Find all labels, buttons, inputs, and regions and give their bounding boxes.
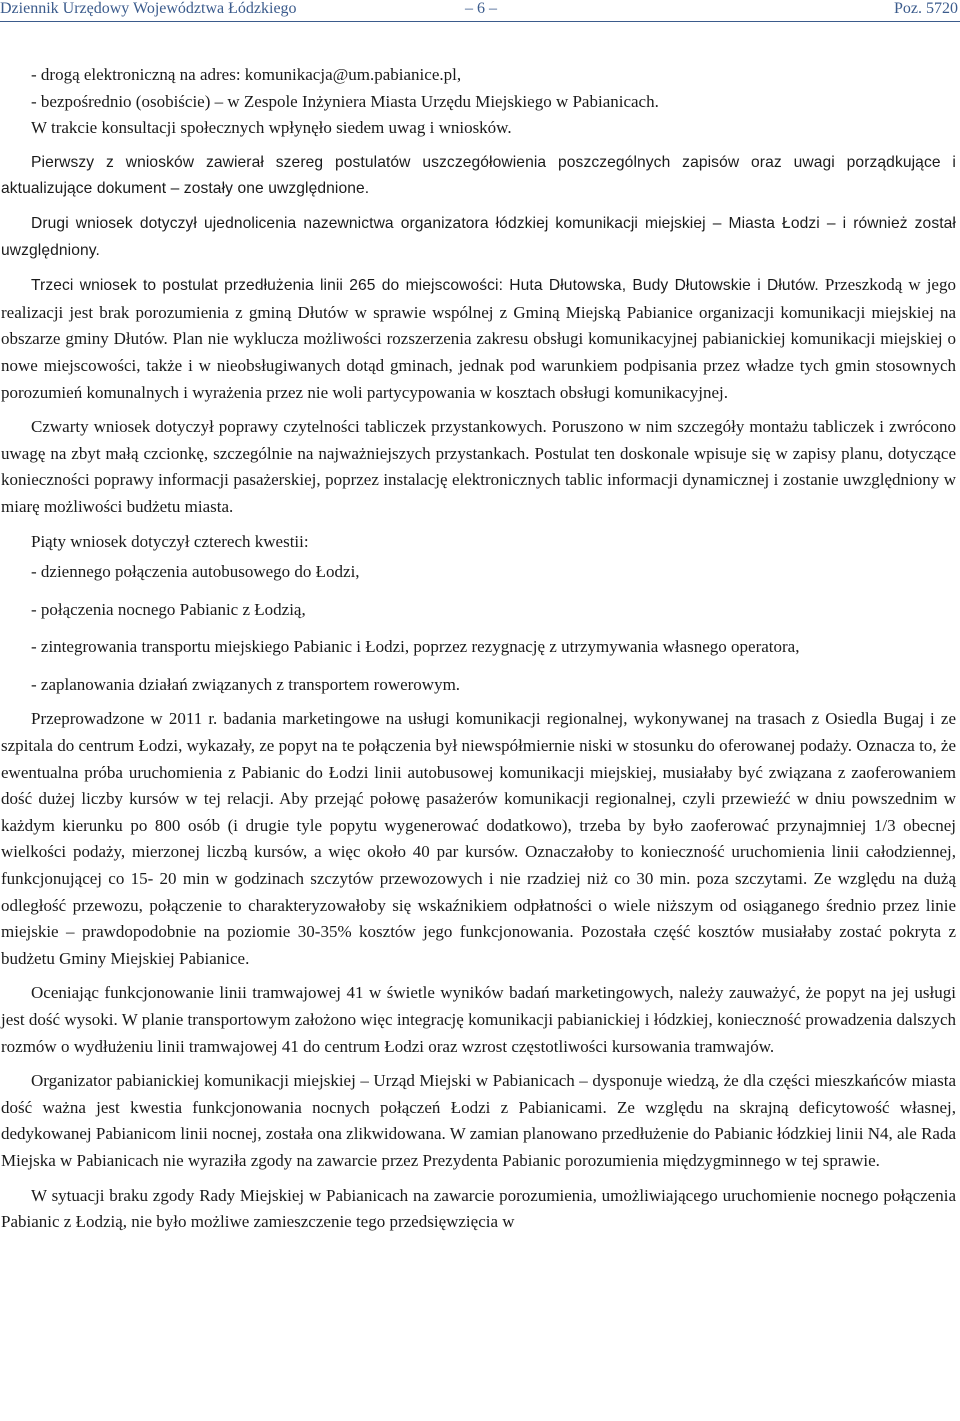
paragraph-fourth-proposal: Czwarty wniosek dotyczył poprawy czytelności tabliczek przystankowych. Poruszono w nim szczegóły montażu tabliczek i zwrócono uwagę na zbyt małą czcionkę, szczególnie na najważniejszych przystankach. Postulat ten doskonale wpisuje się w zapisy planu, dotyczące konieczności poprawy informacji pasażerskiej, poprzez instalację elektronicznych tablic informacji dynamicznej i zostanie uwzględniony w miarę możliwości budżetu miasta. [1, 417, 956, 516]
paragraph-second-proposal: Drugi wniosek dotyczył ujednolicenia nazewnictwa organizatora łódzkiej komunikacji miejskiej – Miasta Łodzi – i również został uwzględniony. [1, 214, 956, 259]
document-body [1, 62, 956, 1236]
paragraph-tram-line-41: Oceniając funkcjonowanie linii tramwajowej 41 w świetle wyników badań marketingowych, należy zauważyć, że popyt na jej usługi jest dość wysoki. W planie transportowym założono więc integrację komunikacji pabianickiej i łódzkiej, konieczność prowadzenia dalszych rozmów o wydłużeniu linii tramwajowej 41 do centrum Łodzi oraz wzrost częstotliwości kursowania tramwajów. [1, 983, 956, 1056]
paragraph-email-channel: - drogą elektroniczną na adres: komunikacja@um.pabianice.pl, [31, 65, 462, 84]
paragraph-fifth-proposal: Piąty wniosek dotyczył czterech kwestii: [31, 531, 309, 551]
list-item: - zaplanowania działań związanych z transportem rowerowym. [31, 674, 461, 694]
paragraph-night-connections: Organizator pabianickiej komunikacji miejskiej – Urząd Miejski w Pabianicach – dysponuje wiedzą, że dla części mieszkańców miasta dość ważna jest kwestia funkcjonowania nocnych połączeń Łodzi z Pabianicami. Ze względu na skrajną deficytowość własnej, dedykowanej Pabianicom linii nocnej, została ona zlikwidowana. W zamian planowano przedłużenie do Pabianic łódzkiej linii N4, ale Rada Miejska w Pabianicach nie wyraziła zgody na zawarcie przez Prezydenta Pabianic porozumienia międzygminnego w tej sprawie. [1, 1071, 956, 1170]
list-item: - dziennego połączenia autobusowego do Łodzi, [31, 562, 360, 582]
paragraph-third-proposal [1, 272, 956, 406]
paragraph-in-person-channel: - bezpośrednio (osobiście) – w Zespole Inżyniera Miasta Urzędu Miejskiego w Pabianicach. [31, 91, 659, 111]
page-header [0, 0, 960, 20]
third-proposal-lead: Trzeci wniosek to postulat przedłużenia linii 265 do miejscowości: Huta Dłutowska, Budy Dłutowskie i Dłutów. [31, 277, 819, 295]
paragraph-agreement-status: W sytuacji braku zgody Rady Miejskiej w Pabianicach na zawarcie porozumienia, umożliwiającego uruchomienie nocnego połączenia Pabianic z Łodzią, nie było możliwe zamieszczenie tego przedsięwzięcia w [1, 1185, 956, 1232]
paragraph-consultation-summary: W trakcie konsultacji społecznych wpłynęło siedem uwag i wniosków. [31, 118, 512, 138]
paragraph-marketing-research: Przeprowadzone w 2011 r. badania marketingowe na usługi komunikacji regionalnej, wykonywanej na trasach z Osiedla Bugaj i ze szpitala do centrum Łodzi, wykazały, ze popyt na te połączenia był niewspółmiernie niski w stosunku do oferowanej podaży. Oznacza to, że ewentualna próba uruchomienia z Pabianic do Łodzi linii autobusowej komunikacji miejskiej, musiałaby być związana z zaoferowaniem dość dużej liczby kursów w tej relacji. Aby przejąć połowę pasażerów komunikacji regionalnej, czyli przewieźć w dniu powszednim w każdym kierunku po 800 osób (i drugie tyle popytu wygenerować dodatkowo), trzeba by było zaoferować przynajmniej 1/3 obecnej wielkości podaży, mierzonej liczbą kursów, a więc około 40 par kursów. Oznaczałoby to konieczność uruchomienia linii całodziennej, funkcjonującej co 15- 20 min w godzinach szczytów przewozowych i nie rzadziej niż co 30 min. poza szczytami. Ze względu na dużą odległość przewozu, połączenie to charakteryzowałoby się wskaźnikiem odpłatności o wiele niższym od osiąganego średnio przez linie miejskie – prawdopodobnie na poziomie 30-35% kosztów jego funkcjonowania. Pozostała część kosztów musiałaby zostać pokryta z budżetu Gminy Miejskiej Pabianice. [1, 709, 956, 968]
paragraph-first-proposal: Pierwszy z wniosków zawierał szereg postulatów uszczegółowienia poszczególnych zapisów oraz uwagi porządkujące i aktualizujące dokument – zostały one uwzględnione. [1, 153, 956, 198]
list-item: - zintegrowania transportu miejskiego Pabianic i Łodzi, poprzez rezygnację z utrzymywania własnego operatora, [31, 637, 800, 657]
position-number: Poz. 5720 [894, 0, 958, 17]
header-divider [0, 21, 960, 22]
page-number: – 6 – [465, 0, 497, 17]
third-proposal-body: Przeszkodą w jego realizacji jest brak porozumienia z gminą Dłutów w sprawie wspólnej z Gminą Miejską Pabianice organizacji komunikacji miejskiej na obszarze gminy Dłutów. Plan nie wyklucza możliwości rozszerzenia zakresu obsługi komunikacyjnej pabianickiej komunikacji miejskiej o nowe miejscowości, także i w nieobsługiwanych dotąd gminach, jednak pod warunkiem podpisania przez władze tych gmin stosownych porozumień komunalnych i wyrażenia przez nie woli partycypowania w kosztach obsługi komunikacyjnej. [1, 275, 956, 402]
journal-title: Dziennik Urzędowy Województwa Łódzkiego [0, 0, 297, 17]
list-item: - połączenia nocnego Pabianic z Łodzią, [31, 599, 306, 619]
